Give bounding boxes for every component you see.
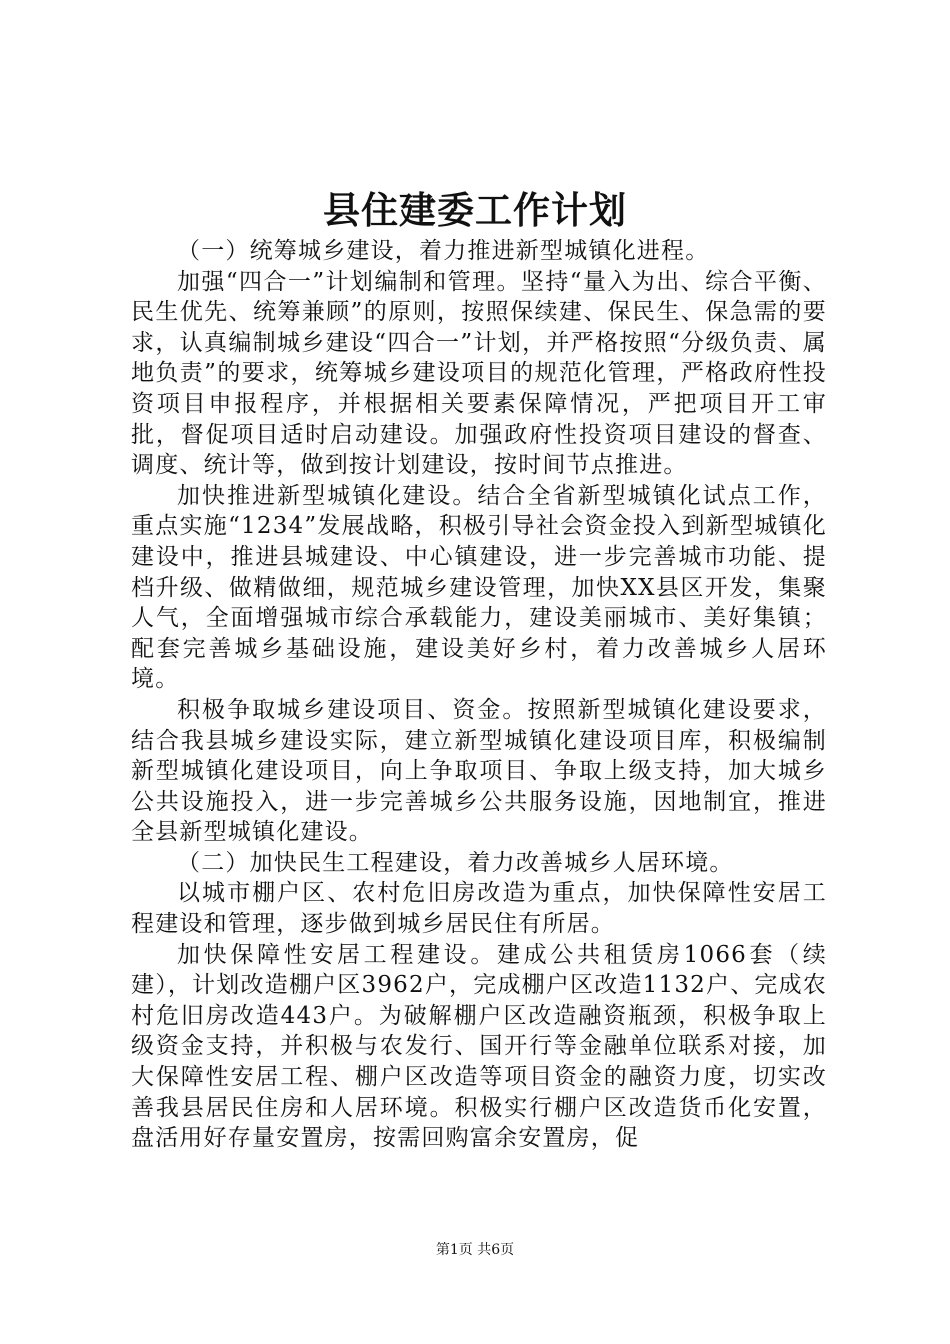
paragraph: 加快推进新型城镇化建设。结合全省新型城镇化试点工作，重点实施“1234”发展战略，积极引导社会资金投入到新型城镇化建设中，推进县城建设、中心镇建设，进一步完善城市功能、提档升级、做精做细，规范城乡建设管理，加快XX县区开发，集聚人气，全面增强城市综合承载能力，建设美丽城市、美好集镇；配套完善城乡基础设施，建设美好乡村，着力改善城乡人居环境。 <box>131 482 827 693</box>
paragraph-section-heading: （二）加快民生工程建设，着力改善城乡人居环境。 <box>177 849 734 876</box>
paragraph: 加强“四合一”计划编制和管理。坚持“量入为出、综合平衡、民生优先、统筹兼顾”的原则，按照保续建、保民生、保急需的要求，认真编制城乡建设“四合一”计划，并严格按照“分级负责、属地负责”的要求，统筹城乡建设项目的规范化管理，严格政府性投资项目申报程序，并根据相关要素保障情况，严把项目开工审批，督促项目适时启动建设。加强政府性投资项目建设的督查、调度、统计等，做到按计划建设，按时间节点推进。 <box>131 268 827 479</box>
document-title: 县住建委工作计划 <box>323 188 627 232</box>
document-body <box>131 236 827 1154</box>
paragraph: 以城市棚户区、农村危旧房改造为重点，加快保障性安居工程建设和管理，逐步做到城乡居民住有所居。 <box>131 880 827 938</box>
paragraph: 加快保障性安居工程建设。建成公共租赁房1066套（续建），计划改造棚户区3962户，完成棚户区改造1132户、完成农村危旧房改造443户。为破解棚户区改造融资瓶颈，积极争取上级资金支持，并积极与农发行、国开行等金融单位联系对接，加大保障性安居工程、棚户区改造等项目资金的融资力度，切实改善我县居民住房和人居环境。积极实行棚户区改造货币化安置，盘活用好存量安置房，按需回购富余安置房，促 <box>131 941 827 1152</box>
page-number-footer: 第1页 共6页 <box>435 1242 515 1258</box>
paragraph: 积极争取城乡建设项目、资金。按照新型城镇化建设要求，结合我县城乡建设实际，建立新型城镇化建设项目库，积极编制新型城镇化建设项目，向上争取项目、争取上级支持，加大城乡公共设施投入，进一步完善城乡公共服务设施，因地制宜，推进全县新型城镇化建设。 <box>131 696 827 846</box>
paragraph-section-heading: （一）统筹城乡建设，着力推进新型城镇化进程。 <box>177 238 710 264</box>
